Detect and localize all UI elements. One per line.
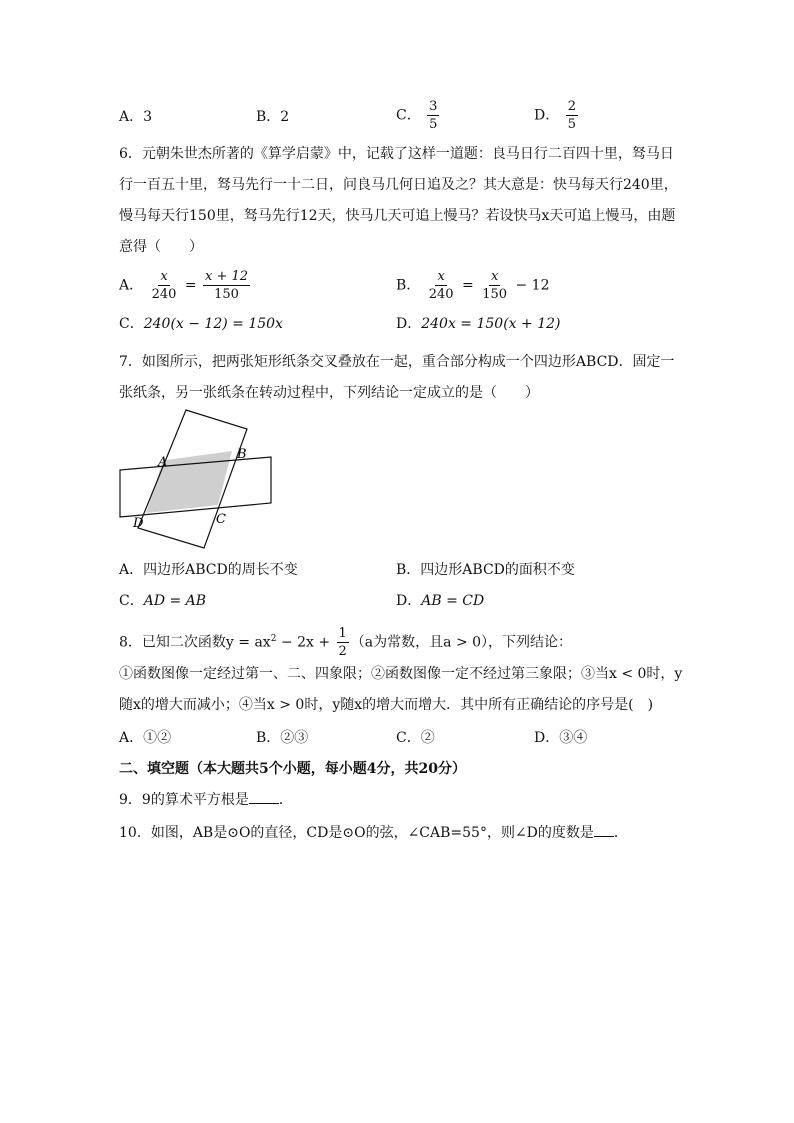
q6-line-1: 6．元朝朱世杰所著的《算学启蒙》中，记载了这样一道题：良马日行二百四十里，驽马日 bbox=[119, 146, 674, 162]
equals-sign: = bbox=[462, 277, 474, 294]
label-a: A bbox=[158, 455, 168, 470]
fraction bbox=[427, 270, 456, 301]
q6-option-c bbox=[119, 314, 283, 334]
option-label: D． bbox=[396, 316, 422, 332]
q5-option-d bbox=[534, 100, 580, 131]
option-label: D． bbox=[534, 107, 560, 124]
option-label: A． bbox=[119, 730, 144, 746]
option-text: 四边形ABCD的面积不变 bbox=[420, 562, 575, 578]
option-text: AD = AB bbox=[143, 593, 207, 609]
option-label: D． bbox=[396, 593, 422, 609]
numerator: x bbox=[437, 269, 445, 284]
q6-option-b bbox=[396, 270, 550, 301]
q6-option-a bbox=[119, 270, 252, 301]
expression-tail: − 12 bbox=[515, 277, 550, 294]
option-label: C． bbox=[119, 316, 144, 332]
q9-line bbox=[119, 790, 293, 810]
option-value: 2 bbox=[280, 109, 290, 125]
equals-sign: = bbox=[184, 277, 197, 294]
option-label: C． bbox=[396, 730, 421, 746]
q8-line-3: 随x的增大而减小；④当x > 0时，y随x的增大而增大．其中所有正确结论的序号是( ) bbox=[119, 697, 654, 713]
q10-line bbox=[119, 823, 628, 843]
label-d: D bbox=[133, 516, 144, 531]
q6-line-4: 意得（ ） bbox=[119, 239, 203, 255]
option-label: A． bbox=[119, 109, 144, 125]
option-value: ② bbox=[420, 730, 435, 746]
q7-option-c bbox=[119, 591, 206, 611]
q8-stem-start: 8．已知二次函数y = ax bbox=[119, 634, 271, 651]
q7-option-b bbox=[396, 560, 575, 580]
denominator: 5 bbox=[429, 117, 438, 132]
denominator: 150 bbox=[214, 287, 239, 302]
q10-text: 10．如图，AB是⊙O的直径，CD是⊙O的弦，∠CAB=55°，则∠D的度数是 bbox=[119, 825, 594, 841]
fraction bbox=[480, 270, 509, 301]
denominator: 5 bbox=[567, 117, 576, 132]
q5-option-b bbox=[256, 107, 289, 127]
option-value: 3 bbox=[143, 109, 153, 125]
q5-option-c bbox=[396, 100, 441, 131]
option-value: ③④ bbox=[559, 730, 588, 746]
q8-option-a bbox=[119, 728, 171, 748]
label-b: B bbox=[237, 447, 247, 462]
numerator: x + 12 bbox=[205, 269, 249, 284]
numerator: x bbox=[490, 269, 499, 284]
option-value: ①② bbox=[143, 730, 172, 746]
denominator: 240 bbox=[428, 287, 454, 302]
numerator: 1 bbox=[338, 626, 347, 641]
option-expression: 240x = 150(x + 12) bbox=[421, 316, 561, 332]
option-label: B． bbox=[256, 730, 281, 746]
label-c: C bbox=[216, 512, 226, 527]
option-label: D． bbox=[534, 730, 560, 746]
q7-option-a bbox=[119, 560, 298, 580]
q7-option-d bbox=[396, 591, 484, 611]
q5-option-a bbox=[119, 107, 152, 127]
option-text: AB = CD bbox=[421, 593, 485, 609]
option-label: B． bbox=[256, 109, 281, 125]
denominator: 240 bbox=[151, 287, 177, 302]
option-text: 四边形ABCD的周长不变 bbox=[143, 562, 298, 578]
denominator: 150 bbox=[482, 287, 508, 302]
answer-blank[interactable] bbox=[249, 803, 279, 804]
option-expression: 240(x − 12) = 150x bbox=[143, 316, 283, 332]
q8-option-d bbox=[534, 728, 587, 748]
q8-stem-middle: − 2x + bbox=[276, 634, 331, 651]
q8-line-1 bbox=[119, 627, 572, 658]
option-label: A． bbox=[119, 277, 144, 294]
q8-option-c bbox=[396, 728, 435, 748]
q8-line-2: ①函数图像一定经过第一、二、四象限；②函数图像一定不经过第三象限；③当x < 0时，y bbox=[119, 666, 683, 682]
q6-option-d bbox=[396, 314, 560, 334]
option-label: C． bbox=[119, 593, 144, 609]
numerator: 3 bbox=[429, 99, 438, 114]
answer-blank[interactable] bbox=[594, 836, 614, 837]
fraction bbox=[203, 270, 250, 301]
exponent: 2 bbox=[270, 633, 277, 644]
numerator: x bbox=[160, 269, 168, 284]
q10-period: ． bbox=[613, 825, 628, 841]
q7-figure-overlapping-strips bbox=[110, 405, 285, 555]
option-value: ②③ bbox=[280, 730, 309, 746]
denominator: 2 bbox=[338, 644, 347, 659]
option-label: A． bbox=[119, 562, 144, 578]
q8-stem-end: （a为常数，且a > 0），下列结论： bbox=[350, 634, 573, 651]
q6-line-3: 慢马每天行150里，驽马先行12天，快马几天可追上慢马？若设快马x天可追上慢马，由题 bbox=[119, 208, 676, 224]
option-label: C． bbox=[396, 107, 421, 124]
option-label: B． bbox=[396, 277, 421, 294]
section-title-fill-in: 二、填空题（本大题共5个小题，每小题4分，共20分） bbox=[119, 761, 466, 777]
q9-period: ． bbox=[278, 792, 293, 808]
q9-text: 9．9的算术平方根是 bbox=[119, 792, 249, 808]
fraction bbox=[337, 627, 349, 658]
numerator: 2 bbox=[567, 99, 576, 114]
q7-line-2: 张纸条，另一张纸条在转动过程中，下列结论一定成立的是（ ） bbox=[119, 385, 539, 401]
q6-line-2: 行一百五十里，驽马先行一十二日，问良马几何日追及之？其大意是：快马每天行240里， bbox=[119, 177, 678, 193]
fraction bbox=[150, 270, 179, 301]
option-label: B． bbox=[396, 562, 421, 578]
fraction bbox=[566, 100, 578, 131]
q8-option-b bbox=[256, 728, 308, 748]
fraction bbox=[427, 100, 439, 131]
q7-line-1: 7．如图所示，把两张矩形纸条交叉叠放在一起，重合部分构成一个四边形ABCD．固定一 bbox=[119, 354, 675, 370]
